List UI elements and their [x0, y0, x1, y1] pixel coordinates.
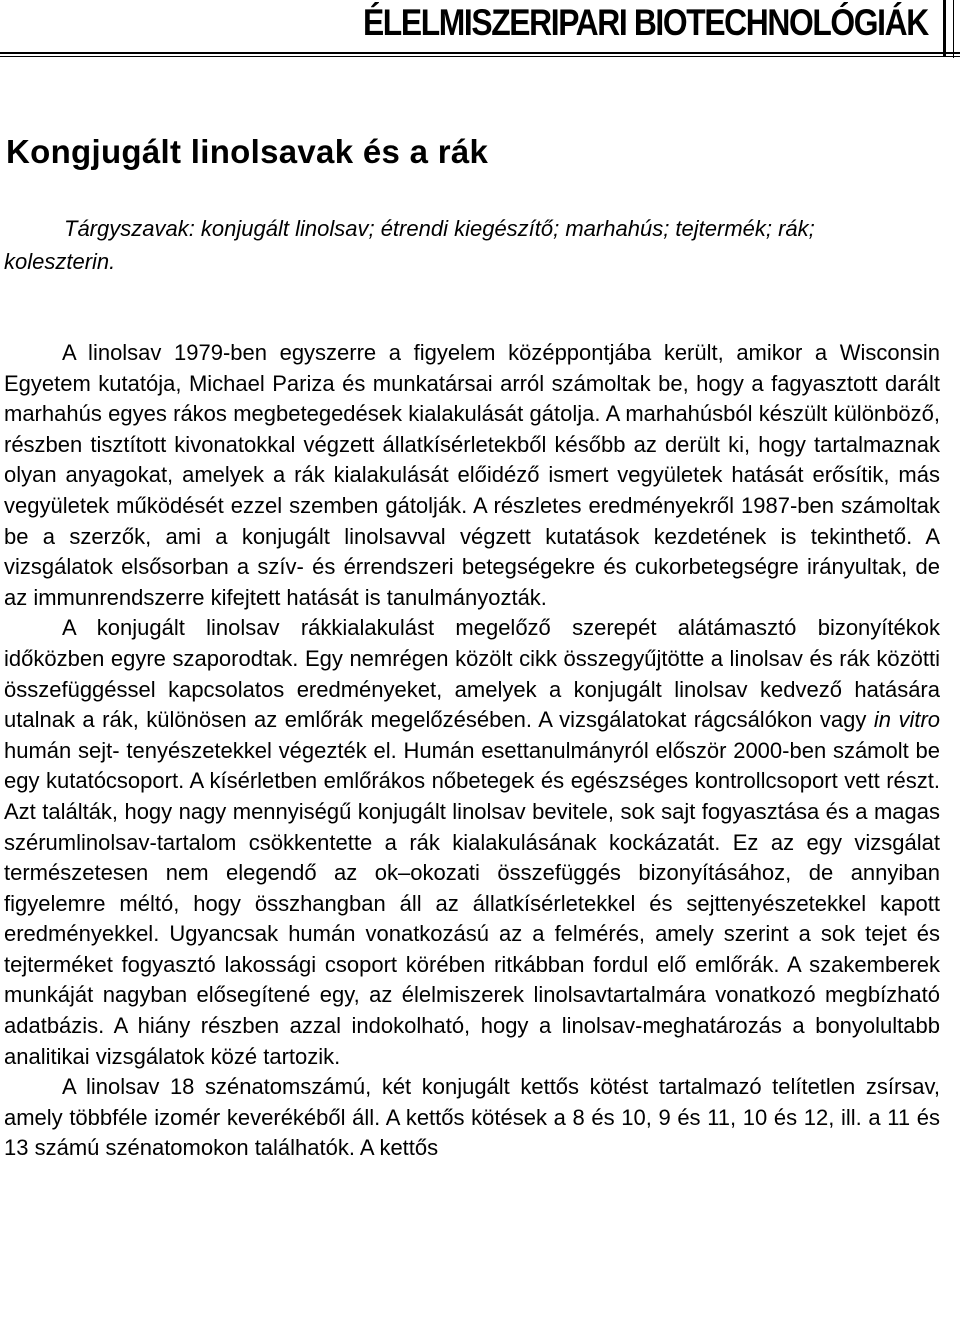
paragraph-text: A linolsav 18 szénatomszámú, két konjugált kettős kötést tartalmazó telítetlen zsírsav, amely többféle izomér keverékéből áll. A kettős kötések a 8 és 10, 9 és 11, 10 és 12, ill. a 11 és 13 számú szénatomokon találhatók. A kettős [4, 1074, 940, 1161]
body-paragraph [4, 613, 940, 1072]
body-paragraph [4, 1072, 940, 1164]
page-header [0, 0, 960, 64]
paragraph-text-continued: humán sejt- tenyészetekkel végezték el. Humán esettanulmányról először 2000-ben számolt be egy kutatócsoport. A kísérletben emlőrákos nőbetegek és egészséges kontrollcsoport vett részt. Azt találták, hogy nagy mennyiségű konjugált linolsav bevitele, sok sajt fogyasztása és a magas szérumlinolsav-tartalom csökkentette a rák kialakulásának kockázatát. Ez az egy vizsgálat természetesen nem elegendő az ok–okozati összefüggés bizonyításához, de annyiban figyelemre méltó, hogy összhangban áll az állatkísérletekkel és sejttenyészetekkel kapott eredményekkel. Ugyancsak humán vonatkozású az a felmérés, amely szerint a sok tejet és tejterméket fogyasztó lakossági csoport körében ritkábban fordul elő emlőrák. A szakemberek munkáját nagyban elősegítené egy, az élelmiszerek linolsavtartalmára vonatkozó megbízható adatbázis. A hiány részben azzal indokolható, hogy a linolsav-meghatározás a bonyolultabb analitikai vizsgálatok közé tartozik. [4, 737, 940, 1069]
article-body [4, 338, 940, 1164]
header-vertical-rule-thin [953, 0, 954, 58]
header-rule [0, 52, 960, 54]
paragraph-text: A linolsav 1979-ben egyszerre a figyelem középpontjába került, amikor a Wisconsin Egyetem kutatója, Michael Pariza és munkatársai arról számoltak be, hogy a fagyasztott darált marhahús egyes rákos megbetegedések kialakulását gátolja. A marhahúsból készült különböző, részben tisztított kivonatokkal végzett állatkísérletekből később az derült ki, hogy tartalmaznak olyan anyagokat, amelyek a rák kialakulását előidéző ismert vegyületek hatását erősítik, más vegyületek működését ezzel szemben gátolják. A részletes eredményekről 1987-ben számoltak be a szerzők, ami a konjugált linolsavval végzett kutatások kezdetének is tekinthető. A vizsgálatok elsősorban a szív- és érrendszeri betegségekre és cukorbetegségre irányultak, de az immunrendszerre kifejtett hatását is tanulmányozták. [4, 340, 940, 610]
paragraph-text: A konjugált linolsav rákkialakulást megelőző szerepét alátámasztó bizonyítékok időközben egyre szaporodtak. Egy nemrégen közölt cikk összegyűjtötte a linolsav és rák közötti összefüggéssel kapcsolatos eredményeket, amelyek a konjugált linolsav kedvező hatására utalnak a rák, különösen az emlőrák megelőzésében. A vizsgálatokat rágcsálókon vagy [4, 615, 940, 733]
article-title: Kongjugált linolsavak és a rák [6, 133, 489, 170]
keywords-line: Tárgyszavak: konjugált linolsav; étrendi kiegészítő; marhahús; tejtermék; rák; koleszterin. [4, 216, 815, 274]
header-vertical-rule [943, 0, 946, 56]
italic-term: in vitro [873, 707, 941, 733]
body-paragraph [4, 338, 940, 613]
running-header-title: ÉLELMISZERIPARI BIOTECHNOLÓGIÁK [363, 2, 928, 43]
header-rule-thin [0, 56, 960, 57]
